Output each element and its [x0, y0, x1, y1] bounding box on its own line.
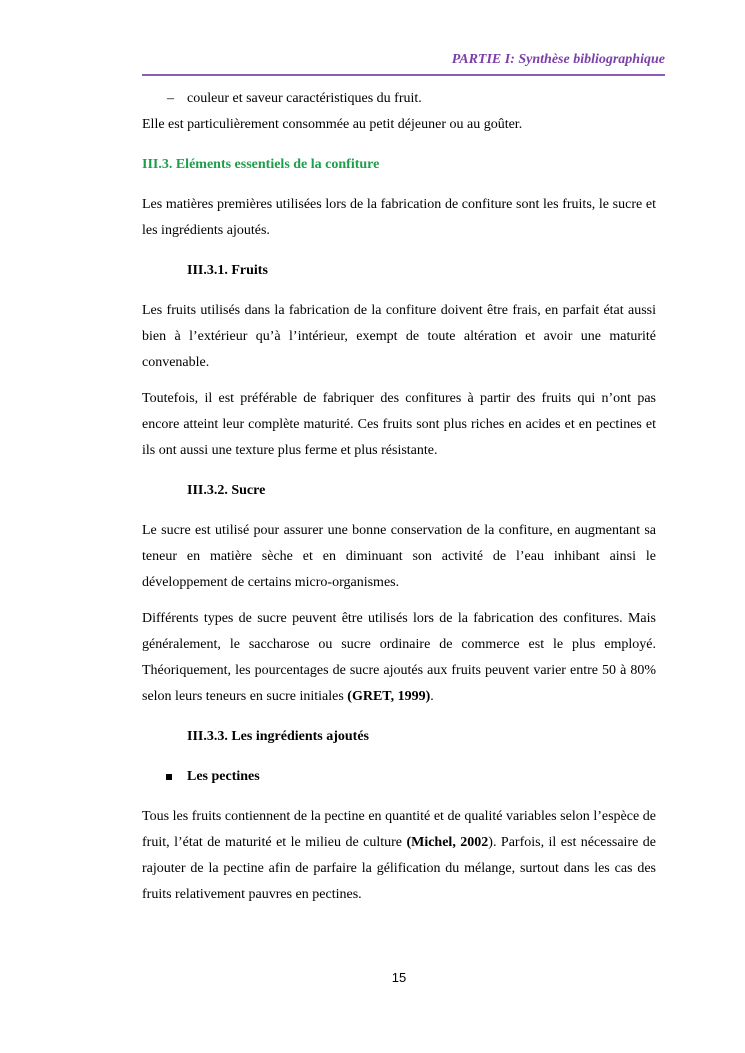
paragraph-sucre-2-text: Différents types de sucre peuvent être utilisés lors de la fabrication des confitures. Mais généralement, le saccharose ou sucre ordinaire de commerce est le plus employé. Théoriquement, les pourcentages de sucre ajoutés aux fruits peuvent varier entre 50 à 80% selon leurs teneurs en sucre initiales: [142, 611, 656, 704]
paragraph-pectines-a: Tous les fruits contiennent de la pectine en quantité et de qualité variables selon l’espèce de fruit, l’état de maturité et le milieu de culture: [142, 809, 656, 850]
paragraph-pectines: [142, 804, 656, 908]
paragraph-section: Les matières premières utilisées lors de la fabrication de confiture sont les fruits, le sucre et les ingrédients ajoutés.: [142, 197, 656, 238]
paragraph-sucre-2: [142, 606, 656, 710]
paragraph-pectines-b: ). Parfois, il est nécessaire de rajouter de la pectine afin de parfaire la gélification du mélange, surtout dans les cas des fruits relativement pauvres en pectines.: [142, 835, 656, 902]
list-item: [142, 86, 656, 112]
section-heading: III.3. Eléments essentiels de la confiture: [142, 157, 380, 172]
bullet-heading-text: Les pectines: [187, 769, 260, 784]
header-rule: [142, 74, 665, 76]
citation-gret: (GRET, 1999): [347, 689, 431, 704]
square-bullet-icon: [166, 774, 172, 780]
paragraph-sucre-1: Le sucre est utilisé pour assurer une bonne conservation de la confiture, en augmentant sa teneur en matière sèche et en diminuant son activité de l’eau inhibant ainsi le développement de certains micro-organismes.: [142, 523, 656, 590]
paragraph-intro: Elle est particulièrement consommée au petit déjeuner ou au goûter.: [142, 117, 523, 132]
subsection-heading-fruits: III.3.1. Fruits: [187, 263, 268, 278]
page-content: [142, 84, 656, 908]
paragraph-fruits-2: Toutefois, il est préférable de fabriquer des confitures à partir des fruits qui n’ont pas encore atteint leur complète maturité. Ces fruits sont plus riches en acides et en pectines et ils ont aussi une texture plus ferme et plus résistante.: [142, 391, 656, 458]
running-header: PARTIE I: Synthèse bibliographique: [451, 52, 665, 67]
bullet-heading-pectines: [142, 764, 656, 790]
dash-marker: –: [167, 91, 174, 106]
paragraph-fruits-1: Les fruits utilisés dans la fabrication de la confiture doivent être frais, en parfait état aussi bien à l’extérieur qu’à l’intérieur, exempt de toute altération et avoir une maturité convenable.: [142, 303, 656, 370]
paragraph-sucre-2-end: .: [430, 689, 434, 704]
page-number: 15: [391, 970, 407, 985]
subsection-heading-ingredients: III.3.3. Les ingrédients ajoutés: [187, 729, 370, 744]
citation-michel: (Michel, 2002: [406, 835, 489, 850]
list-item-text: couleur et saveur caractéristiques du fruit.: [187, 91, 422, 106]
subsection-heading-sucre: III.3.2. Sucre: [187, 483, 266, 498]
